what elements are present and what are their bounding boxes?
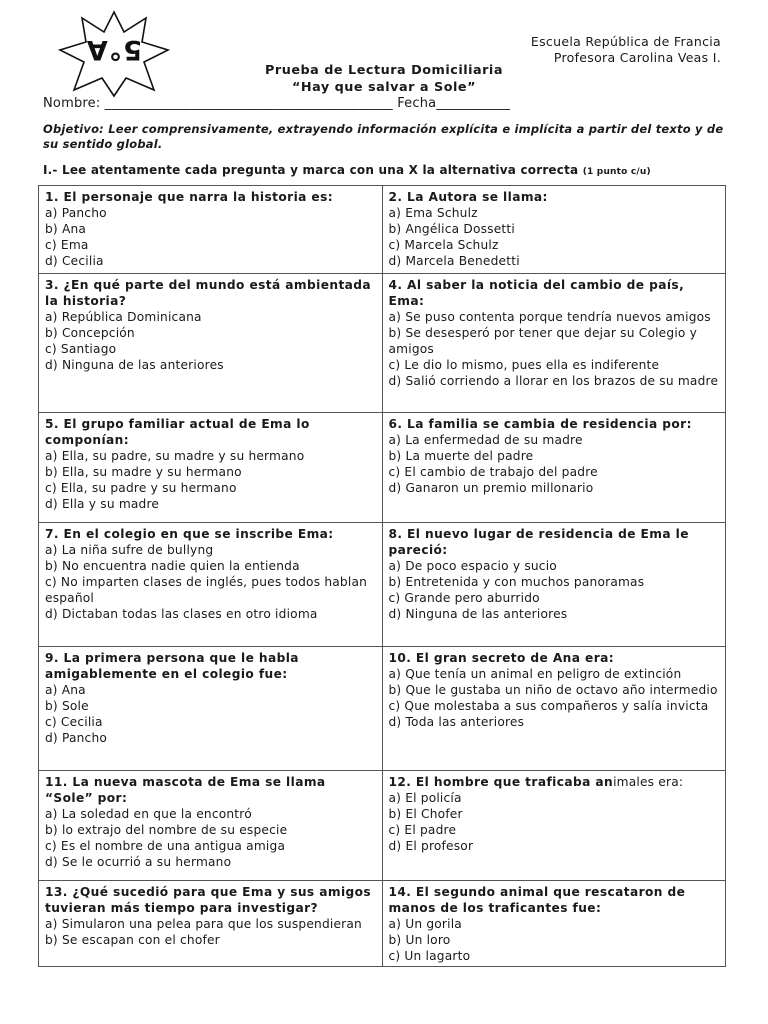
question-text: 8. El nuevo lugar de residencia de Ema le pareció:: [388, 527, 689, 557]
test-heading: [0, 62, 768, 96]
option[interactable]: b) Se desesperó por tener que dejar su Colegio y amigos: [388, 326, 698, 356]
question-cell-12: [382, 771, 726, 881]
teacher-name: Profesora Carolina Veas I.: [553, 50, 721, 65]
option[interactable]: b) Sole: [45, 699, 89, 713]
question-text: 13. ¿Qué sucedió para que Ema y sus amigos tuvieran más tiempo para investigar?: [45, 885, 372, 915]
option[interactable]: d) Ganaron un premio millonario: [388, 481, 594, 495]
option[interactable]: c) Marcela Schulz: [388, 238, 499, 252]
question-cell-14: [382, 881, 726, 967]
question-cell-5: [39, 413, 383, 523]
question-cell-9: [39, 647, 383, 771]
question-row: [39, 647, 726, 771]
option[interactable]: c) Un lagarto: [388, 949, 471, 963]
option[interactable]: c) Grande pero aburrido: [388, 591, 540, 605]
option[interactable]: c) El cambio de trabajo del padre: [388, 465, 598, 479]
question-text: 9. La primera persona que le habla amigablemente en el colegio fue:: [45, 651, 299, 681]
question-row: [39, 186, 726, 274]
question-row: [39, 523, 726, 647]
points-note: (1 punto c/u): [582, 167, 651, 177]
option[interactable]: d) Salió corriendo a llorar en los brazos de su madre: [388, 374, 719, 388]
option[interactable]: a) Un gorila: [388, 917, 462, 931]
test-title: Prueba de Lectura Domiciliaria: [265, 63, 503, 78]
question-text: 3. ¿En qué parte del mundo está ambientada la historia?: [45, 278, 372, 308]
question-text: 6. La familia se cambia de residencia por:: [388, 417, 692, 431]
question-cell-11: [39, 771, 383, 881]
question-cell-4: [382, 274, 726, 413]
option[interactable]: c) Es el nombre de una antigua amiga: [45, 839, 286, 853]
option[interactable]: d) El profesor: [388, 839, 474, 853]
option[interactable]: a) Que tenía un animal en peligro de extinción: [388, 667, 682, 681]
option[interactable]: d) Marcela Benedetti: [388, 254, 520, 268]
option[interactable]: a) Simularon una pelea para que los suspendieran: [45, 917, 362, 931]
option[interactable]: b) Entretenida y con muchos panoramas: [388, 575, 645, 589]
option[interactable]: c) No imparten clases de inglés, pues todos hablan español: [45, 575, 368, 605]
option[interactable]: a) Ema Schulz: [388, 206, 478, 220]
option[interactable]: d) Ninguna de las anteriores: [388, 607, 568, 621]
question-cell-13: [39, 881, 383, 967]
option[interactable]: c) Le dio lo mismo, pues ella es indiferente: [388, 358, 660, 372]
option[interactable]: b) Se escapan con el chofer: [45, 933, 220, 947]
option[interactable]: d) Ella y su madre: [45, 497, 160, 511]
option[interactable]: c) Que molestaba a sus compañeros y salía invicta: [388, 699, 709, 713]
option[interactable]: b) lo extrajo del nombre de su especie: [45, 823, 288, 837]
option[interactable]: a) El policía: [388, 791, 462, 805]
questions-table: [38, 185, 726, 967]
option[interactable]: c) Cecilia: [45, 715, 103, 729]
question-text: 7. En el colegio en que se inscribe Ema:: [45, 527, 334, 541]
option[interactable]: a) Pancho: [45, 206, 107, 220]
question-text: 11. La nueva mascota de Ema se llama “Sole” por:: [45, 775, 326, 805]
option[interactable]: d) Pancho: [45, 731, 108, 745]
option[interactable]: a) De poco espacio y sucio: [388, 559, 557, 573]
option[interactable]: d) Ninguna de las anteriores: [45, 358, 224, 372]
question-text: 2. La Autora se llama:: [388, 190, 548, 204]
name-date-line: Nombre: ___________________________________________ Fecha___________: [43, 96, 511, 111]
question-cell-6: [382, 413, 726, 523]
option[interactable]: a) La niña sufre de bullyng: [45, 543, 214, 557]
option[interactable]: b) No encuentra nadie quien la entienda: [45, 559, 300, 573]
school-name: Escuela República de Francia: [530, 34, 721, 49]
test-subtitle: “Hay que salvar a Sole”: [291, 80, 477, 95]
question-text: [389, 774, 721, 790]
option[interactable]: b) El Chofer: [388, 807, 463, 821]
option[interactable]: a) Ana: [45, 683, 86, 697]
option[interactable]: d) Cecilia: [45, 254, 104, 268]
option[interactable]: b) Concepción: [45, 326, 135, 340]
question-text: 4. Al saber la noticia del cambio de país, Ema:: [388, 278, 685, 308]
question-cell-3: [39, 274, 383, 413]
option[interactable]: d) Dictaban todas las clases en otro idioma: [45, 607, 318, 621]
question-text-bold: 12. El hombre que traficaba an: [388, 775, 614, 789]
option[interactable]: a) La soledad en que la encontró: [45, 807, 252, 821]
question-cell-10: [382, 647, 726, 771]
question-cell-8: [382, 523, 726, 647]
option[interactable]: d) Toda las anteriores: [388, 715, 525, 729]
instruction-line: [43, 163, 651, 177]
option[interactable]: c) Ema: [45, 238, 89, 252]
option[interactable]: c) El padre: [388, 823, 457, 837]
objective-text: Objetivo: Leer comprensivamente, extrayendo información explícita e implícita a partir del texto y de su sentido global.: [43, 122, 724, 151]
option[interactable]: a) Se puso contenta porque tendría nuevos amigos: [388, 310, 711, 324]
question-row: [39, 413, 726, 523]
question-text-normal: imales era:: [613, 775, 684, 789]
option[interactable]: b) Ella, su madre y su hermano: [45, 465, 242, 479]
question-cell-2: [382, 186, 726, 274]
option[interactable]: d) Se le ocurrió a su hermano: [45, 855, 232, 869]
option[interactable]: c) Santiago: [45, 342, 117, 356]
question-text: 14. El segundo animal que rescataron de manos de los traficantes fue:: [388, 885, 686, 915]
option[interactable]: a) República Dominicana: [45, 310, 202, 324]
option[interactable]: b) Que le gustaba un niño de octavo año intermedio: [388, 683, 718, 697]
question-text: 10. El gran secreto de Ana era:: [388, 651, 615, 665]
instruction-text: I.- Lee atentamente cada pregunta y marca con una X la alternativa correcta: [43, 163, 583, 177]
option[interactable]: a) Ella, su padre, su madre y su hermano: [45, 449, 305, 463]
option[interactable]: b) La muerte del padre: [388, 449, 534, 463]
question-cell-1: [39, 186, 383, 274]
question-row: [39, 881, 726, 967]
option[interactable]: a) La enfermedad de su madre: [388, 433, 583, 447]
question-text: 1. El personaje que narra la historia es:: [45, 190, 334, 204]
option[interactable]: b) Angélica Dossetti: [388, 222, 515, 236]
option[interactable]: b) Ana: [45, 222, 87, 236]
grade-label: 5°A: [85, 34, 143, 65]
option[interactable]: c) Ella, su padre y su hermano: [45, 481, 237, 495]
question-cell-7: [39, 523, 383, 647]
question-row: [39, 771, 726, 881]
option[interactable]: b) Un loro: [388, 933, 451, 947]
question-text: 5. El grupo familiar actual de Ema lo componían:: [45, 417, 310, 447]
question-row: [39, 274, 726, 413]
